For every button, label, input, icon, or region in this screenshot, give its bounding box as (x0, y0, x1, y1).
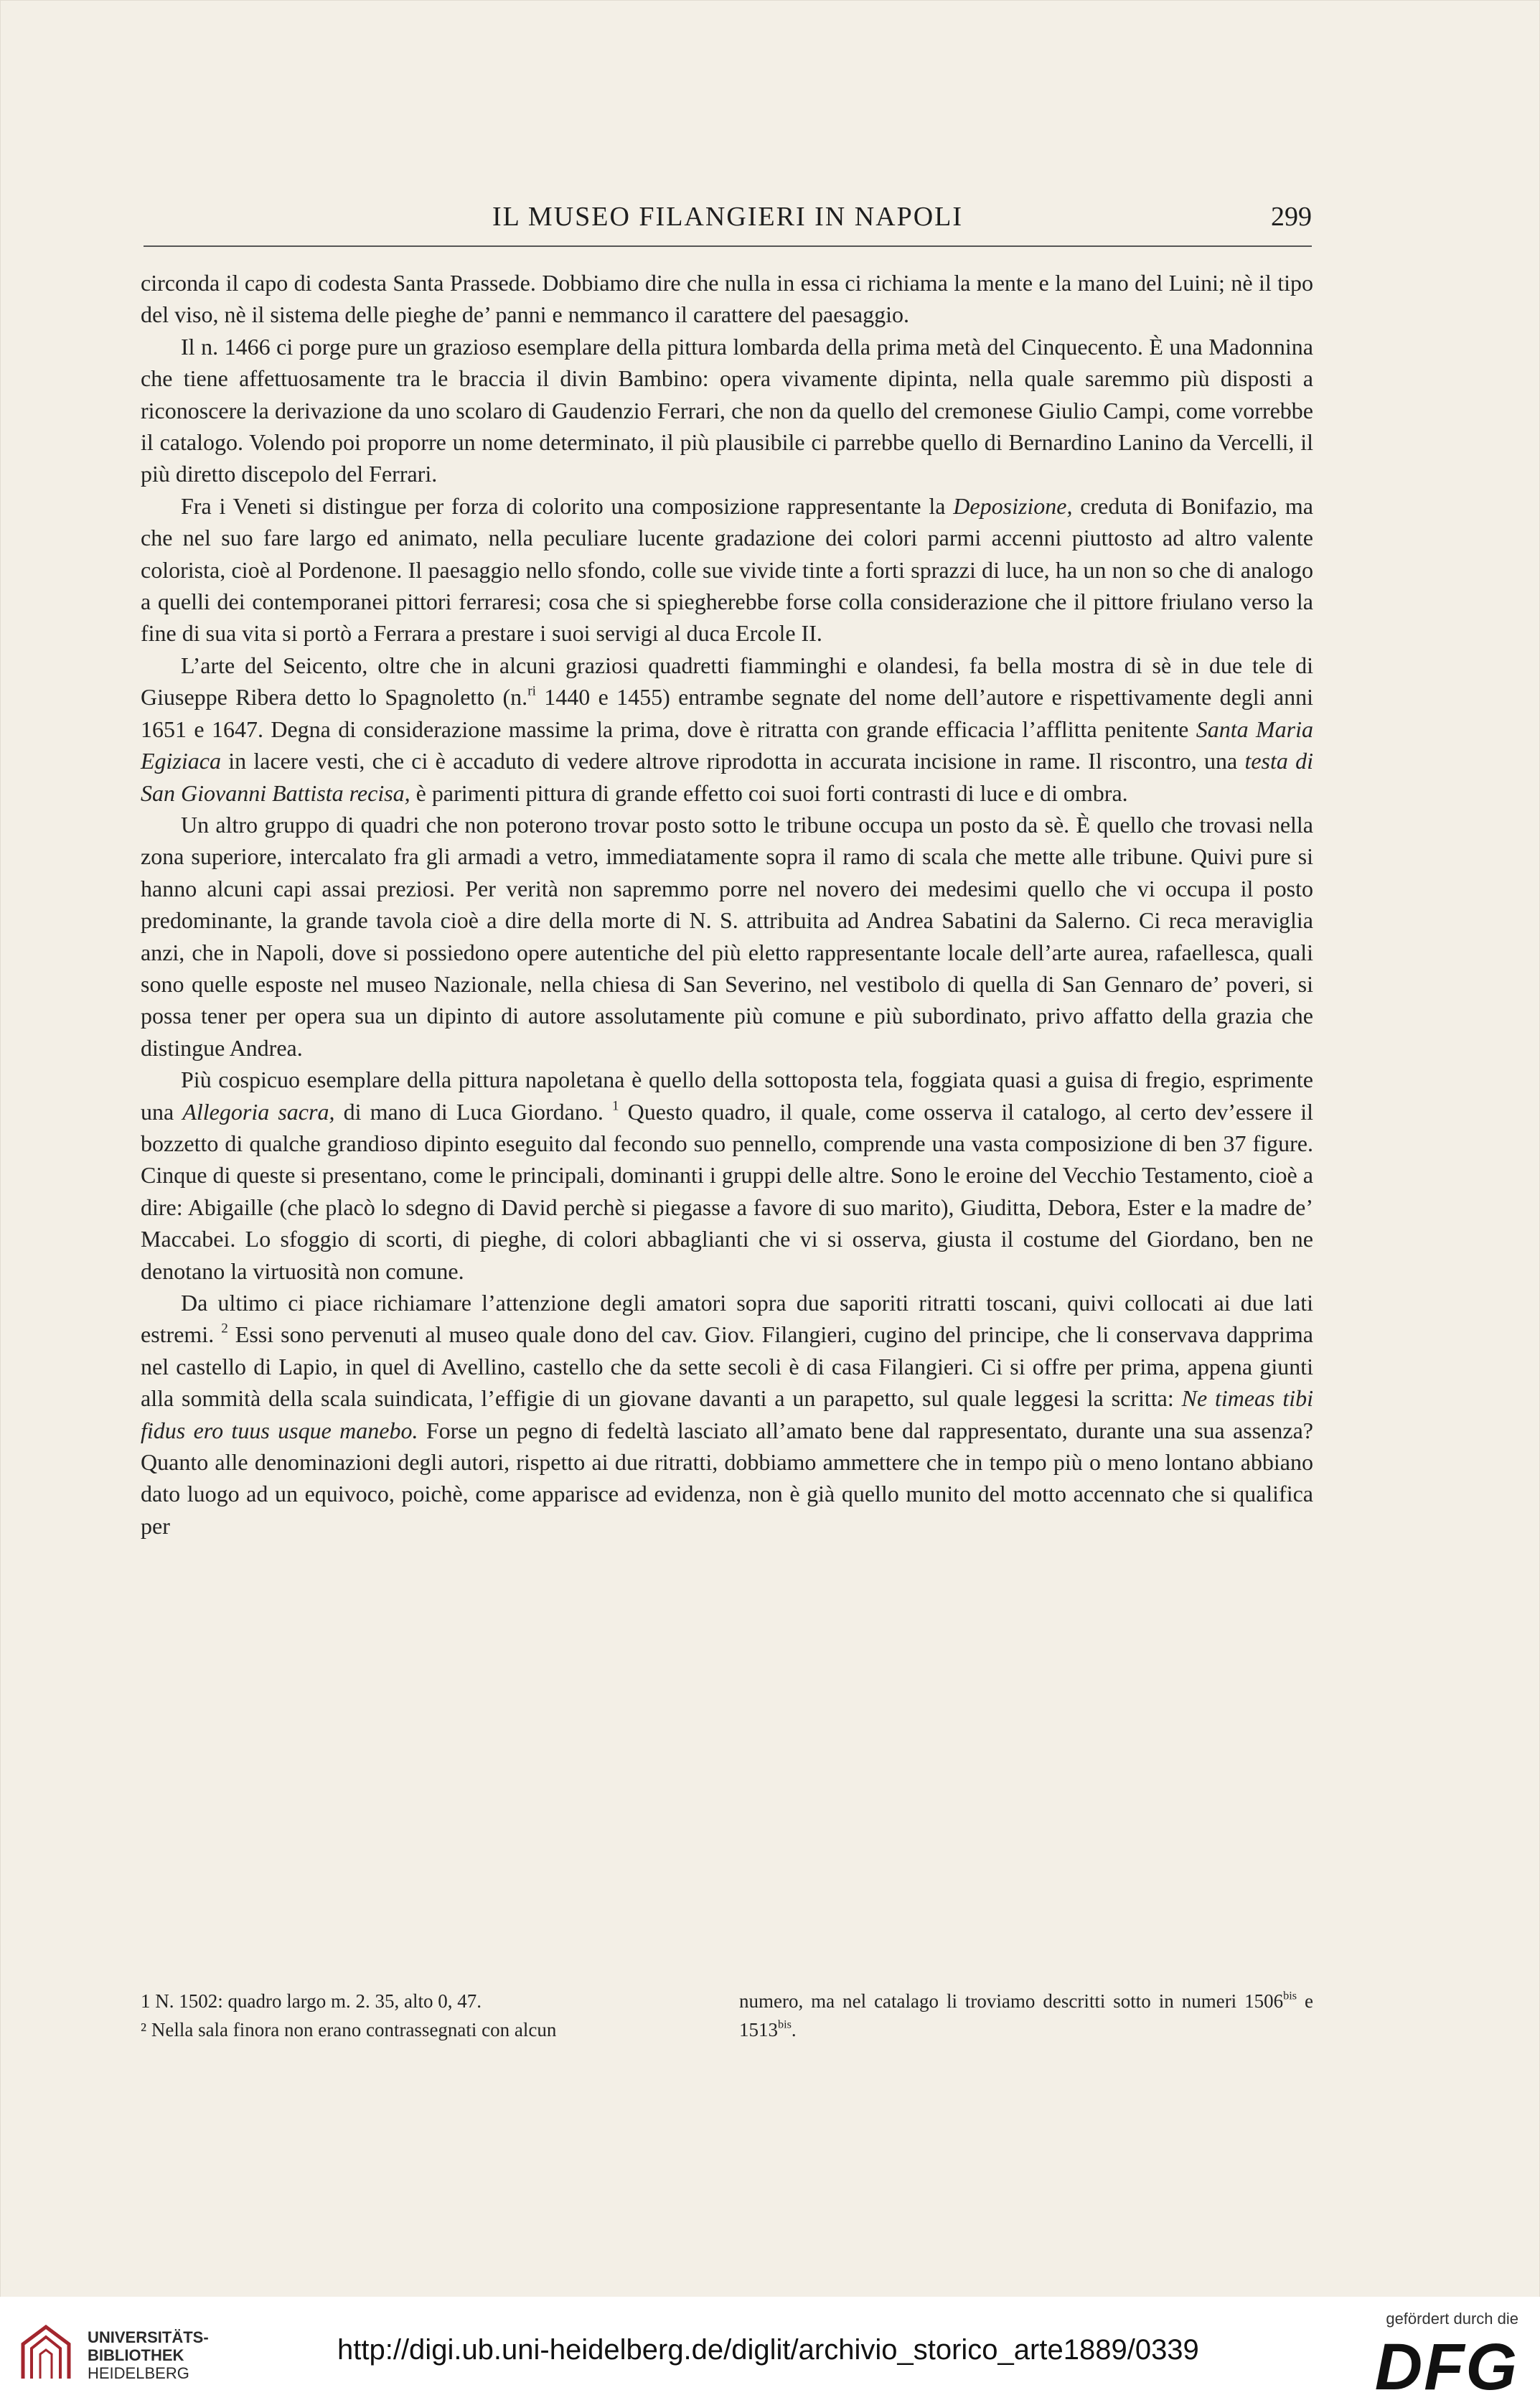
text-run: creduta di Bonifazio, ma che nel suo fare largo ed animato, nella peculiare lucente gradazione dei colori parmi accenni piuttosto ad altro valente colorista, cioè al Pordenone. Il paesaggio nello sfondo, colle sue vivide tinte a forti sprazzi di luce, ha un non so che di analogo a quelli dei contemporanei pittori ferraresi; cosa che si spiegherebbe forse colla considerazione che il pittore friulano verso la fine di sua vita si portò a Ferrara a prestare i suoi servigi al duca Ercole II. (141, 492, 1314, 647)
paragraph-7 (141, 1287, 1313, 1542)
paragraph-1: circonda il capo di codesta Santa Prassede. Dobbiamo dire che nulla in essa ci richiama la mente e la mano del Luini; nè il tipo del viso, nè il sistema delle pieghe de’ panni e nemmanco il carattere del paesaggio. (141, 270, 1313, 328)
text-run: è parimenti pittura di grande effetto coi suoi forti contrasti di luce e di ombra. (410, 779, 1128, 806)
text-run: in lacere vesti, che ci è accaduto di vedere altrove riprodotta in accurata incisione in rame. Il riscontro, una (220, 748, 1245, 774)
funder-note: gefördert durch die (1386, 2310, 1518, 2328)
text-run: Da ultimo ci piace richiamare l’attenzione degli amatori sopra due saporiti ritratti toscani, quivi collocati ai due lati estremi. (141, 1290, 1313, 1348)
paragraph-5: Un altro gruppo di quadri che non poterono trovar posto sotto le tribune occupa un posto da sè. È quello che trovasi nella zona superiore, intercalato fra gli armadi a vetro, immediatamente sopra il ramo di scala che mette alle tribune. Quivi pure si hanno alcuni capi assai preziosi. Per verità non sapremmo porre nel novero dei medesimi quello che vi occupa il posto predominante, la grande tavola cioè a dire della morte di N. S. attribuita ad Andrea Sabatini da Salerno. Ci reca meraviglia anzi, che in Napoli, dove si possiedono opere autentiche del più eletto rappresentante locale dell’arte aurea, rafaellesca, quali sono quelle esposte nel museo Nazionale, nella chiesa di San Severino, nel vestibolo di quella di San Gennaro de’ poveri, si possa tener per opera sua un dipinto di autore assolutamente più comune e più subordinato, privo affatto della grazia che distingue Andrea. (141, 811, 1313, 1061)
superscript: bis (778, 2018, 792, 2031)
footnote-ref-2: 2 (221, 1321, 228, 1336)
paragraph-3 (141, 490, 1313, 650)
text-run: Questo quadro, il quale, come osserva il catalogo, al certo dev’essere il bozzetto di qualche grandioso dipinto eseguito dal fecondo suo pennello, comprende una vasta composizione di ben 37 figure. Cinque di queste si presentano, come le principali, dominanti i gruppi delle altre. Sono le eroine del Vecchio Testamento, cioè a dire: Abigaille (che placò lo sdegno di David perchè si piegasse a favore di suo marito), Giuditta, Debora, Ester e la madre de’ Maccabei. Lo sfoggio di scorti, di pieghe, di colori abbaglianti che vi si osserva, giusta il costume del Giordano, ben ne denotano la virtuosità non comune. (141, 1098, 1314, 1284)
text-run: e 1513 (739, 1990, 1313, 2041)
library-name-line: UNIVERSITÄTS- (88, 2328, 209, 2346)
text-run: Forse un pegno di fedeltà lasciato all’amato bene dal rappresentato, durante una sua assenza? Quanto alle denominazioni degli autori, rispetto ai due ritratti, dobbiamo ammettere che in tempo più o meno lontano abbiano dato luogo ad un equivoco, poichè, come apparisce ad evidenza, non è già quello munito del motto accennato che si qualifica per (141, 1417, 1314, 1539)
superscript: bis (1283, 1989, 1297, 2002)
paragraph-4 (141, 650, 1313, 809)
text-run: 1440 e 1455) entrambe segnate del nome dell’autore e rispettivamente degli anni 1651 e 1647. Degna di considerazione massime la prima, dove è ritratta con grande efficacia l’afflitta penitente (141, 684, 1314, 742)
page-header (144, 195, 1312, 247)
text-run: L’arte del Seicento, oltre che in alcuni graziosi quadretti fiamminghi e olandesi, fa bella mostra di sè in due tele di Giuseppe Ribera detto lo Spagnoletto (n. (141, 652, 1313, 711)
italic-title: testa di San Giovanni Battista recisa, (141, 748, 1314, 806)
source-url-link[interactable]: http://digi.ub.uni-heidelberg.de/diglit/archivio_storico_arte1889/0339 (337, 2334, 1199, 2366)
footnote-ref-1: 1 (611, 1098, 619, 1114)
italic-title: Deposizione, (953, 492, 1073, 519)
text-run: Essi sono pervenuti al museo quale dono del cav. Giov. Filangieri, cugino del principe, che li conservava dapprima nel castello di Lapio, in quel di Avellino, castello che da sette secoli è di casa Filangieri. Ci si offre per prima, appena giunti alla sommità della scala suindicata, l’effigie di un giovane davanti a un parapetto, sul quale leggesi la scritta: (141, 1321, 1314, 1412)
paragraph-6 (141, 1064, 1313, 1287)
dfg-logo: DFG (1374, 2330, 1518, 2404)
text-run: Fra i Veneti si distingue per forza di colorito una composizione rappresentante la (181, 492, 954, 519)
library-name-line: HEIDELBERG (88, 2364, 189, 2382)
footnote-1: 1 N. 1502: quadro largo m. 2. 35, alto 0, 47. (141, 1990, 482, 2012)
italic-title: Santa Maria Egiziaca (141, 716, 1314, 774)
text-run: . (791, 2019, 797, 2041)
footnote-2-continued: numero, ma nel catalago li troviamo descritti sotto in numeri 1506 (739, 1990, 1284, 2012)
italic-motto: Ne timeas tibi fidus ero tuus usque manebo. (141, 1385, 1313, 1443)
footnote-2: ² Nella sala finora non erano contrassegnati con alcun (141, 2019, 557, 2041)
italic-title: Allegoria sacra, (182, 1098, 335, 1125)
library-name (88, 2328, 209, 2382)
ub-heidelberg-logo-icon (17, 2323, 75, 2383)
footnotes-right-column (739, 1987, 1313, 2044)
digitization-footer (0, 2297, 1540, 2408)
text-run: di mano di Luca Giordano. (334, 1098, 612, 1125)
running-title: IL MUSEO FILANGIERI IN NAPOLI (492, 202, 964, 232)
page-number: 299 (1271, 202, 1312, 232)
text-run: Più cospicuo esemplare della pittura napoletana è quello della sottoposta tela, foggiata quasi a guisa di fregio, esprimente una (141, 1067, 1313, 1125)
footnotes (141, 1987, 1313, 2044)
body-text (141, 267, 1313, 1542)
library-name-line: BIBLIOTHEK (88, 2346, 184, 2364)
footnotes-left-column (141, 1987, 700, 2044)
superscript: ri (527, 683, 536, 699)
paragraph-2: Il n. 1466 ci porge pure un grazioso esemplare della pittura lombarda della prima metà del Cinquecento. È una Madonnina che tiene affettuosamente tra le braccia il divin Bambino: opera vivamente dipinta, nella quale saremmo più disposti a riconoscere la derivazione da uno scolaro di Gaudenzio Ferrari, che non da quello del cremonese Giulio Campi, come vorrebbe il catalogo. Volendo poi proporre un nome determinato, il più plausibile ci parrebbe quello di Bernardino Lanino da Vercelli, il più diretto discepolo del Ferrari. (141, 333, 1313, 487)
